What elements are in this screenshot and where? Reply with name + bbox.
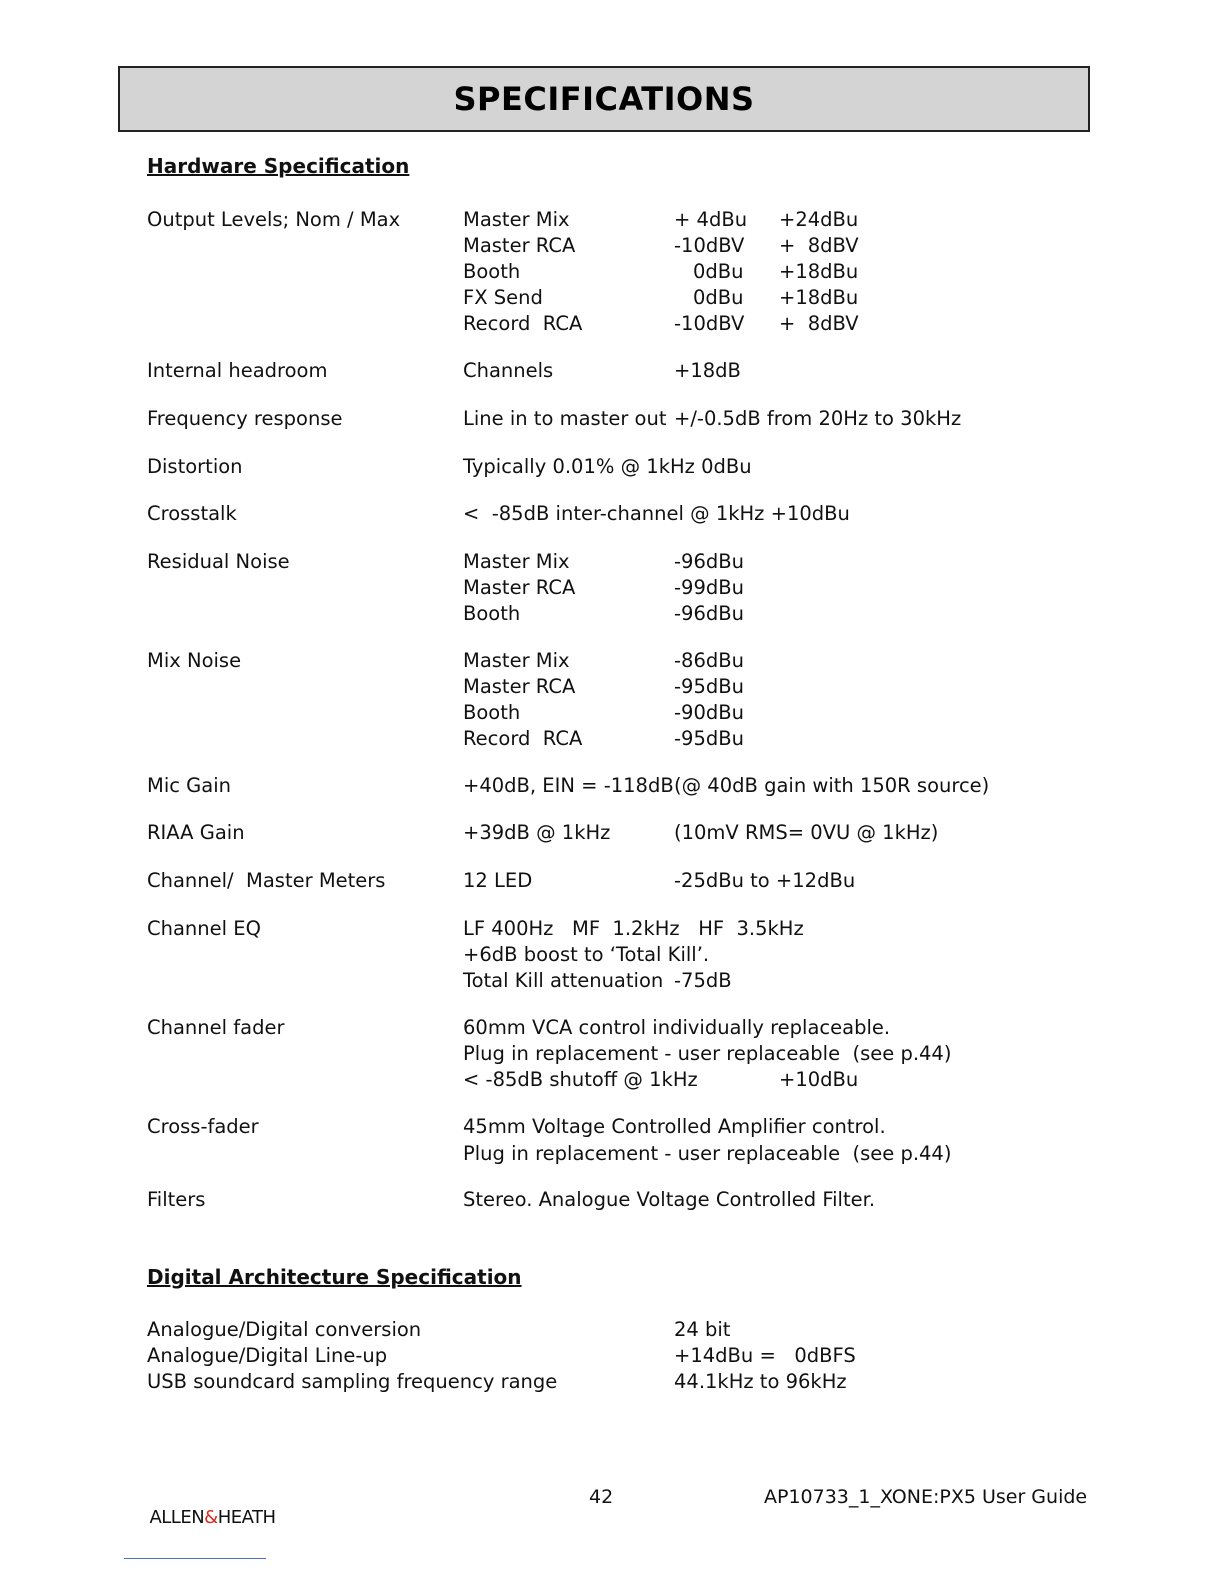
- spec-label-output-levels: Output Levels; Nom / Max: [147, 208, 401, 231]
- title-banner: [118, 66, 1090, 132]
- output-row-nom: + 4dBu: [674, 208, 748, 231]
- mix-row-name: Booth: [463, 701, 521, 724]
- channel-fader-line: Plug in replacement - user replaceable (see p.44): [463, 1042, 952, 1065]
- mix-row-name: Record RCA: [463, 727, 583, 750]
- digital-row-value: 24 bit: [674, 1318, 731, 1341]
- page-title: SPECIFICATIONS: [453, 80, 755, 118]
- mix-row-value: -90dBu: [674, 701, 744, 724]
- output-row-name: FX Send: [463, 286, 543, 309]
- brand-logo: [139, 1486, 276, 1528]
- mix-row-value: -95dBu: [674, 727, 744, 750]
- channel-eq-line: +6dB boost to ‘Total Kill’.: [463, 943, 710, 966]
- footer-rule: [124, 1558, 266, 1559]
- crosstalk-value: < -85dB inter-channel @ 1kHz +10dBu: [463, 502, 850, 525]
- meters-value: -25dBu to +12dBu: [674, 869, 856, 892]
- mix-row-name: Master RCA: [463, 675, 576, 698]
- logo-text-left: ALLEN: [149, 1507, 205, 1528]
- headroom-value: +18dB: [674, 359, 741, 382]
- digital-row-label: Analogue/Digital conversion: [147, 1318, 422, 1341]
- riaa-gain-value: (10mV RMS= 0VU @ 1kHz): [674, 821, 939, 844]
- spec-label-residual-noise: Residual Noise: [147, 550, 290, 573]
- output-row-max: +18dBu: [779, 286, 859, 309]
- distortion-value: Typically 0.01% @ 1kHz 0dBu: [463, 455, 752, 478]
- output-row-name: Master RCA: [463, 234, 576, 257]
- meters-name: 12 LED: [463, 869, 533, 892]
- cross-fader-line: 45mm Voltage Controlled Amplifier control.: [463, 1115, 886, 1138]
- spec-label-riaa-gain: RIAA Gain: [147, 821, 245, 844]
- digital-row-value: +14dBu = 0dBFS: [674, 1344, 856, 1367]
- channel-fader-line: < -85dB shutoff @ 1kHz: [463, 1068, 698, 1091]
- spec-label-channel-eq: Channel EQ: [147, 917, 261, 940]
- output-row-max: +18dBu: [779, 260, 859, 283]
- filters-value: Stereo. Analogue Voltage Controlled Filter.: [463, 1188, 876, 1211]
- logo-text-right: HEATH: [217, 1507, 276, 1528]
- spec-label-frequency: Frequency response: [147, 407, 343, 430]
- output-row-max: +24dBu: [779, 208, 859, 231]
- output-row-nom: -10dBV: [674, 234, 745, 257]
- residual-row-name: Master Mix: [463, 550, 570, 573]
- mix-row-name: Master Mix: [463, 649, 570, 672]
- residual-row-value: -96dBu: [674, 602, 744, 625]
- spec-label-crosstalk: Crosstalk: [147, 502, 237, 525]
- residual-row-name: Master RCA: [463, 576, 576, 599]
- logo-ampersand: &: [204, 1507, 218, 1528]
- spec-label-filters: Filters: [147, 1188, 206, 1211]
- spec-label-mix-noise: Mix Noise: [147, 649, 242, 672]
- channel-eq-line: LF 400Hz MF 1.2kHz HF 3.5kHz: [463, 917, 804, 940]
- output-row-nom: 0dBu: [693, 286, 744, 309]
- channel-eq-line: Total Kill attenuation: [463, 969, 664, 992]
- mix-row-value: -86dBu: [674, 649, 744, 672]
- hardware-section-heading: Hardware Specification: [147, 154, 410, 178]
- output-row-max: + 8dBV: [779, 312, 859, 335]
- mix-row-value: -95dBu: [674, 675, 744, 698]
- output-row-name: Master Mix: [463, 208, 570, 231]
- channel-fader-line: 60mm VCA control individually replaceable.: [463, 1016, 891, 1039]
- channel-eq-value: -75dB: [674, 969, 732, 992]
- document-title: AP10733_1_XONE:PX5 User Guide: [764, 1486, 1088, 1508]
- output-row-name: Record RCA: [463, 312, 583, 335]
- output-row-nom: 0dBu: [693, 260, 744, 283]
- cross-fader-line: Plug in replacement - user replaceable (see p.44): [463, 1142, 952, 1165]
- headroom-name: Channels: [463, 359, 554, 382]
- digital-row-value: 44.1kHz to 96kHz: [674, 1370, 847, 1393]
- riaa-gain-name: +39dB @ 1kHz: [463, 821, 611, 844]
- output-row-nom: -10dBV: [674, 312, 745, 335]
- output-row-name: Booth: [463, 260, 521, 283]
- frequency-name: Line in to master out: [463, 407, 667, 430]
- page-number: 42: [589, 1486, 614, 1508]
- output-row-max: + 8dBV: [779, 234, 859, 257]
- spec-label-distortion: Distortion: [147, 455, 243, 478]
- channel-fader-value: +10dBu: [779, 1068, 859, 1091]
- mic-gain-name: +40dB, EIN = -118dB: [463, 774, 674, 797]
- spec-label-channel-fader: Channel fader: [147, 1016, 285, 1039]
- residual-row-name: Booth: [463, 602, 521, 625]
- spec-label-headroom: Internal headroom: [147, 359, 328, 382]
- digital-section-heading: Digital Architecture Specification: [147, 1265, 522, 1289]
- residual-row-value: -99dBu: [674, 576, 744, 599]
- digital-row-label: USB soundcard sampling frequency range: [147, 1370, 558, 1393]
- mic-gain-value: (@ 40dB gain with 150R source): [674, 774, 990, 797]
- residual-row-value: -96dBu: [674, 550, 744, 573]
- digital-row-label: Analogue/Digital Line-up: [147, 1344, 388, 1367]
- spec-label-cross-fader: Cross-fader: [147, 1115, 259, 1138]
- spec-label-meters: Channel/ Master Meters: [147, 869, 386, 892]
- spec-label-mic-gain: Mic Gain: [147, 774, 231, 797]
- frequency-value: +/-0.5dB from 20Hz to 30kHz: [674, 407, 962, 430]
